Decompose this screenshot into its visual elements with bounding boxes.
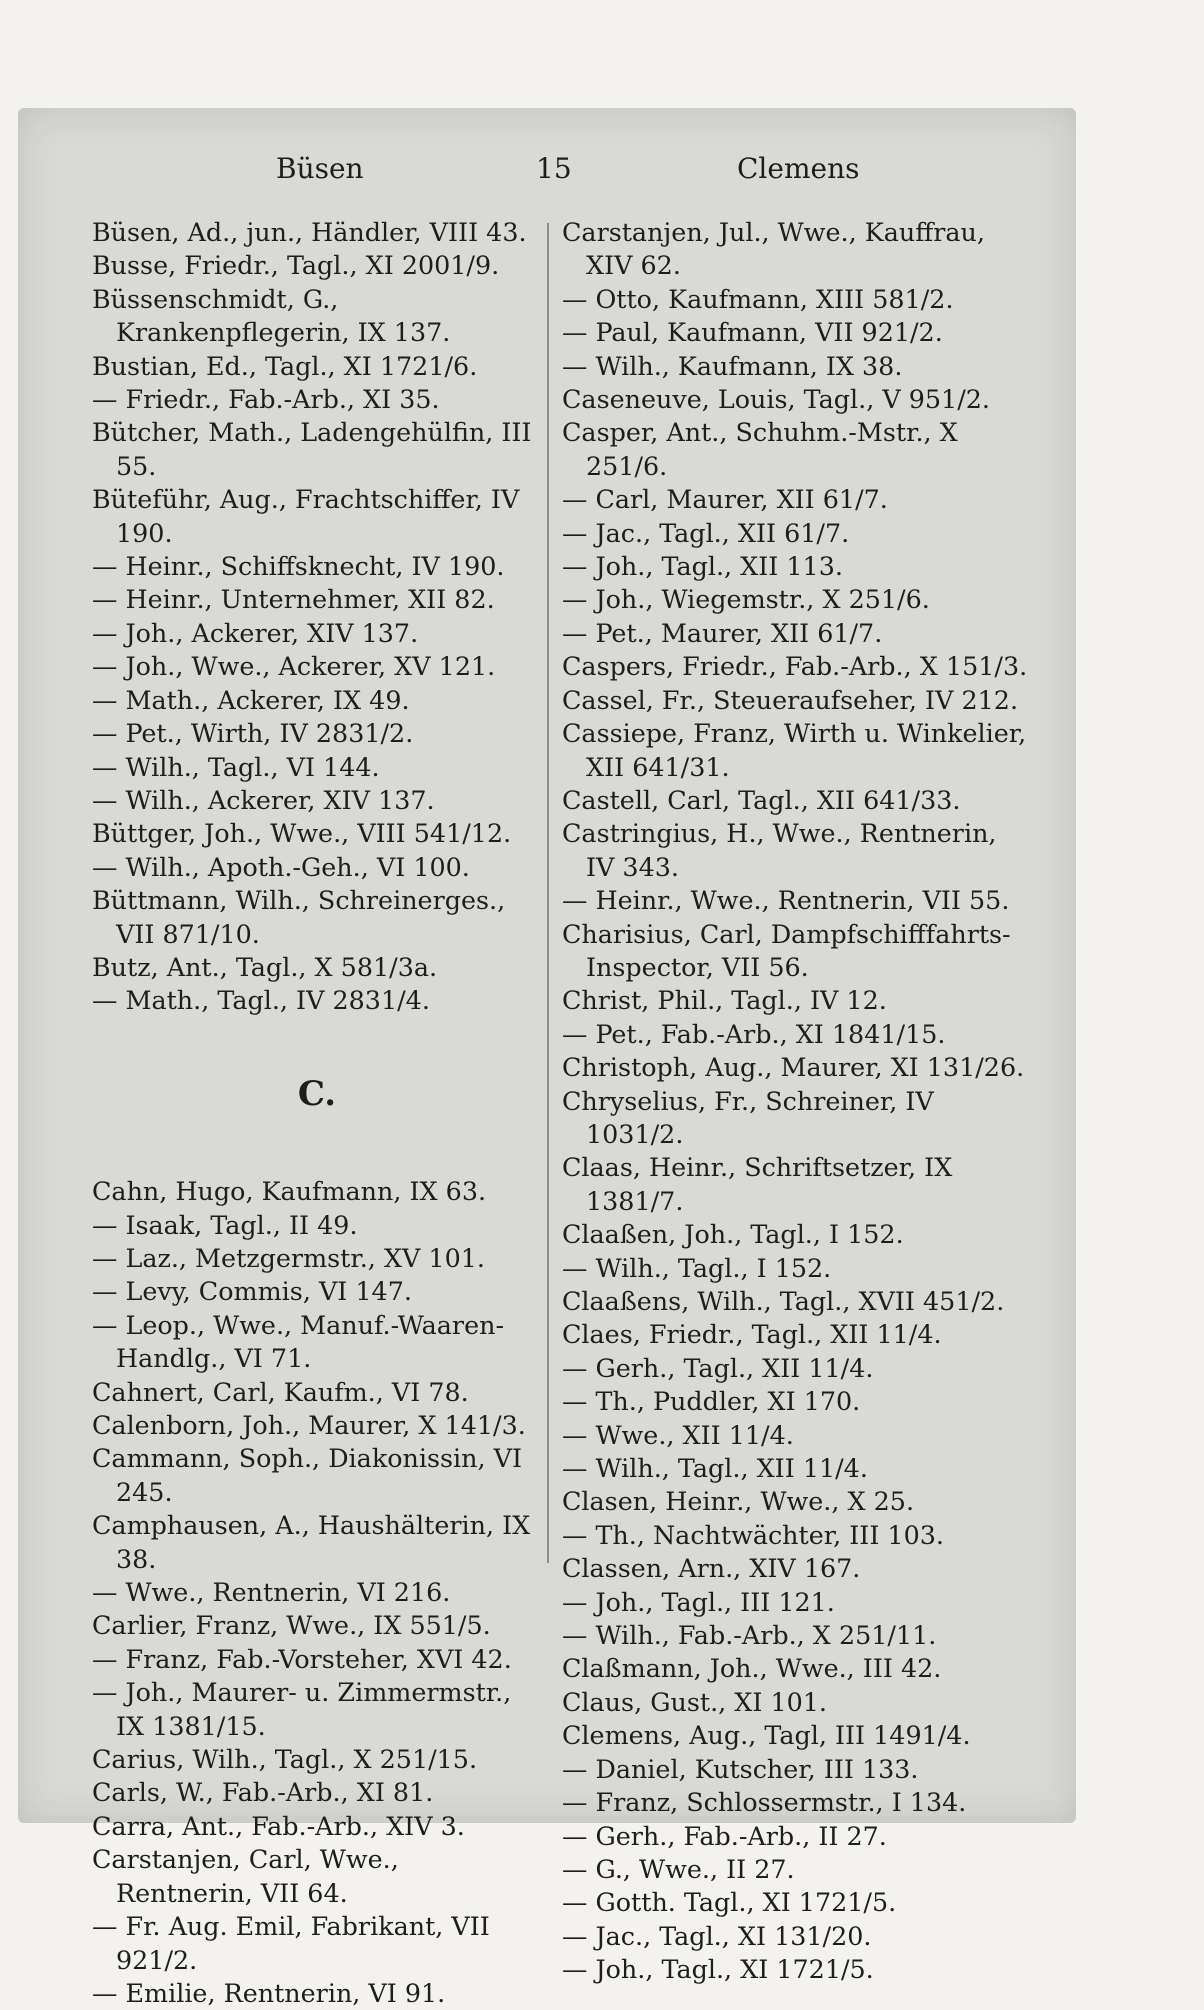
directory-entry: — Gotth. Tagl., XI 1721/5. xyxy=(562,1887,897,1918)
directory-entry: — Joh., Ackerer, XIV 137. xyxy=(92,617,419,648)
directory-entry: — Daniel, Kutscher, III 133. xyxy=(562,1753,919,1784)
directory-entry: Clasen, Heinr., Wwe., X 25. xyxy=(562,1486,915,1517)
directory-entry: — Leop., Wwe., Manuf.-Waaren-Handlg., VI 71. xyxy=(92,1309,505,1374)
directory-entry: — Th., Puddler, XI 170. xyxy=(562,1386,861,1417)
directory-entry: — Heinr., Unternehmer, XII 82. xyxy=(92,584,495,615)
directory-entry: Christ, Phil., Tagl., IV 12. xyxy=(562,985,887,1016)
directory-entry: Busse, Friedr., Tagl., XI 2001/9. xyxy=(92,250,500,281)
directory-entry: Carius, Wilh., Tagl., X 251/15. xyxy=(92,1744,478,1775)
page-header xyxy=(18,152,1076,192)
directory-entry: — Wilh., Kaufmann, IX 38. xyxy=(562,350,903,381)
directory-entry: Claaßens, Wilh., Tagl., XVII 451/2. xyxy=(562,1286,1005,1316)
directory-entry: — Jac., Tagl., XII 61/7. xyxy=(562,517,850,548)
directory-entry: Cahnert, Carl, Kaufm., VI 78. xyxy=(92,1376,469,1407)
directory-entry: — Wilh., Apoth.-Geh., VI 100. xyxy=(92,851,470,882)
directory-entry: — Friedr., Fab.-Arb., XI 35. xyxy=(92,384,440,415)
directory-entry: — Joh., Maurer- u. Zimmermstr., IX 1381/15. xyxy=(92,1677,512,1741)
column-divider xyxy=(547,223,549,1563)
directory-entry: — Pet., Wirth, IV 2831/2. xyxy=(92,718,414,749)
directory-entry: Casper, Ant., Schuhm.-Mstr., X 251/6. xyxy=(562,417,958,481)
directory-entry: Büssenschmidt, G., Krankenpflegerin, IX 137. xyxy=(92,283,451,348)
directory-entry: Camphausen, A., Haushälterin, IX 38. xyxy=(92,1510,531,1574)
directory-entry: — Joh., Tagl., III 121. xyxy=(562,1586,835,1617)
directory-entry: — Carl, Maurer, XII 61/7. xyxy=(562,484,888,515)
directory-entry: — Th., Nachtwächter, III 103. xyxy=(562,1519,944,1550)
directory-entry: — Pet., Fab.-Arb., XI 1841/15. xyxy=(562,1018,946,1049)
directory-entry: Claes, Friedr., Tagl., XII 11/4. xyxy=(562,1319,942,1350)
section-letter-heading: C. xyxy=(297,1073,337,1114)
directory-entry: — Levy, Commis, VI 147. xyxy=(92,1276,412,1307)
directory-entry: Carstanjen, Carl, Wwe., Rentnerin, VII 64. xyxy=(92,1844,399,1908)
directory-entry: — Franz, Fab.-Vorsteher, XVI 42. xyxy=(92,1643,512,1674)
directory-entry: Castell, Carl, Tagl., XII 641/33. xyxy=(562,784,961,815)
directory-entry: — Franz, Schlossermstr., I 134. xyxy=(562,1787,967,1818)
directory-entry: Carlier, Franz, Wwe., IX 551/5. xyxy=(92,1610,491,1641)
directory-entry: — Jac., Tagl., XI 131/20. xyxy=(562,1920,872,1951)
directory-entry: — Heinr., Schiffsknecht, IV 190. xyxy=(92,551,505,582)
directory-entry: — Heinr., Wwe., Rentnerin, VII 55. xyxy=(562,885,1010,916)
directory-entry: Büttmann, Wilh., Schreinerges., VII 871/10. xyxy=(92,885,506,949)
directory-entry: Büteführ, Aug., Frachtschiffer, IV 190. xyxy=(92,484,520,548)
header-right-keyword: Clemens xyxy=(737,152,860,185)
directory-entry: Bustian, Ed., Tagl., XI 1721/6. xyxy=(92,350,478,381)
directory-entry: — Otto, Kaufmann, XIII 581/2. xyxy=(562,283,954,314)
directory-entry: Carra, Ant., Fab.-Arb., XIV 3. xyxy=(92,1810,465,1841)
directory-entry: Chryselius, Fr., Schreiner, IV 1031/2. xyxy=(562,1085,934,1149)
directory-entry: Butz, Ant., Tagl., X 581/3a. xyxy=(92,951,438,982)
directory-entry: Claaßen, Joh., Tagl., I 152. xyxy=(562,1219,904,1250)
directory-entry: Claus, Gust., XI 101. xyxy=(562,1686,828,1717)
directory-entry: — Wilh., Tagl., VI 144. xyxy=(92,751,380,782)
directory-entry: — Laz., Metzgermstr., XV 101. xyxy=(92,1242,485,1273)
directory-entry: Calenborn, Joh., Maurer, X 141/3. xyxy=(92,1410,526,1440)
page-number: 15 xyxy=(536,152,572,185)
directory-entry: — Joh., Wiegemstr., X 251/6. xyxy=(562,584,930,615)
directory-entry: Christoph, Aug., Maurer, XI 131/26. xyxy=(562,1052,1025,1083)
directory-entry: — Wilh., Ackerer, XIV 137. xyxy=(92,784,435,815)
directory-entry: — Joh., Tagl., XI 1721/5. xyxy=(562,1954,874,1985)
directory-entry: — Wwe., XII 11/4. xyxy=(562,1419,794,1450)
directory-entry: — G., Wwe., II 27. xyxy=(562,1853,795,1884)
left-column xyxy=(92,216,542,2010)
directory-entry: Caseneuve, Louis, Tagl., V 951/2. xyxy=(562,384,990,415)
directory-entry: — Gerh., Fab.-Arb., II 27. xyxy=(562,1820,887,1851)
header-left-keyword: Büsen xyxy=(276,152,364,185)
directory-entry: — Gerh., Tagl., XII 11/4. xyxy=(562,1352,874,1383)
directory-entry: Classen, Arn., XIV 167. xyxy=(562,1553,861,1584)
directory-entry: — Math., Tagl., IV 2831/4. xyxy=(92,985,430,1016)
directory-entry: — Emilie, Rentnerin, VI 91. xyxy=(92,1977,446,2008)
directory-entry: — Wilh., Tagl., XII 11/4. xyxy=(562,1453,868,1484)
directory-entry: Caspers, Friedr., Fab.-Arb., X 151/3. xyxy=(562,651,1028,682)
directory-entry: — Wilh., Tagl., I 152. xyxy=(562,1252,832,1283)
directory-entry: Cassel, Fr., Steueraufseher, IV 212. xyxy=(562,684,1019,715)
document-page xyxy=(18,108,1076,2008)
directory-entry: Castringius, H., Wwe., Rentnerin, IV 343. xyxy=(562,818,997,882)
directory-entry: Carstanjen, Jul., Wwe., Kauffrau, XIV 62. xyxy=(562,217,985,281)
right-column xyxy=(562,216,1032,1987)
directory-entry: — Wwe., Rentnerin, VI 216. xyxy=(92,1577,451,1608)
directory-entry: — Pet., Maurer, XII 61/7. xyxy=(562,617,883,648)
directory-entry: Büsen, Ad., jun., Händler, VIII 43. xyxy=(92,217,527,247)
directory-entry: — Paul, Kaufmann, VII 921/2. xyxy=(562,317,943,348)
directory-entry: — Isaak, Tagl., II 49. xyxy=(92,1209,358,1240)
directory-entry: Charisius, Carl, Dampfschifffahrts-Inspector, VII 56. xyxy=(562,918,1011,982)
directory-entry: — Math., Ackerer, IX 49. xyxy=(92,684,410,715)
directory-entry: Bütcher, Math., Ladengehülfin, III 55. xyxy=(92,417,532,481)
directory-entry: Clemens, Aug., Tagl, III 1491/4. xyxy=(562,1720,971,1751)
directory-entry: Büttger, Joh., Wwe., VIII 541/12. xyxy=(92,818,512,849)
directory-entry: — Joh., Tagl., XII 113. xyxy=(562,551,843,582)
directory-entry: Claßmann, Joh., Wwe., III 42. xyxy=(562,1653,942,1684)
directory-entry: Cassiepe, Franz, Wirth u. Winkelier, XII 641/31. xyxy=(562,718,1027,782)
directory-entry: Cammann, Soph., Diakonissin, VI 245. xyxy=(92,1443,523,1507)
directory-entry: — Fr. Aug. Emil, Fabrikant, VII 921/2. xyxy=(92,1911,490,1975)
directory-entry: Claas, Heinr., Schriftsetzer, IX 1381/7. xyxy=(562,1152,953,1216)
directory-entry: Cahn, Hugo, Kaufmann, IX 63. xyxy=(92,1176,487,1207)
directory-entry: — Joh., Wwe., Ackerer, XV 121. xyxy=(92,651,496,682)
directory-entry: — Wilh., Fab.-Arb., X 251/11. xyxy=(562,1620,937,1651)
directory-entry: Carls, W., Fab.-Arb., XI 81. xyxy=(92,1777,434,1808)
